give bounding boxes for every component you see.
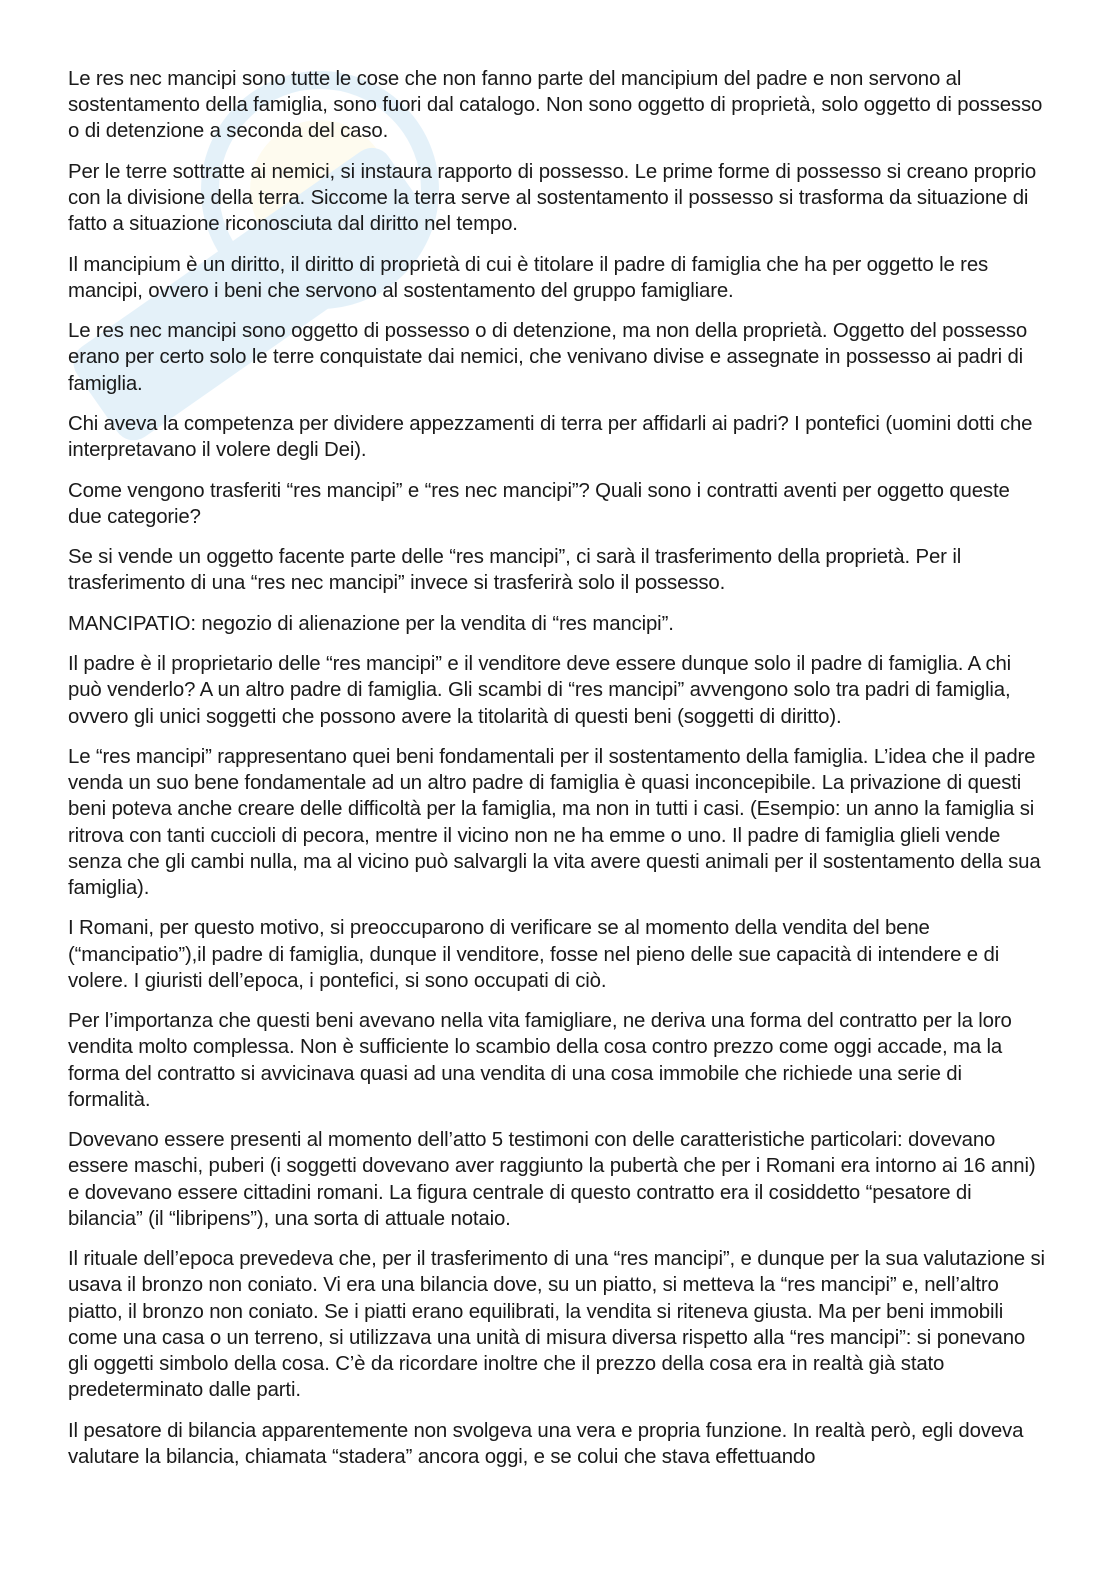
paragraph-1: Le res nec mancipi sono tutte le cose che non fanno parte del mancipium del padre e non servono al sostentamento della famiglia, sono fuori dal catalogo. Non sono oggetto di proprietà, solo oggetto di possesso o di detenzione a seconda del caso. [68, 68, 1043, 143]
paragraph-3: Il mancipium è un diritto, il diritto di proprietà di cui è titolare il padre di famiglia che ha per oggetto le res mancipi, ovvero i beni che servono al sostentamento del gruppo famigliare. [68, 253, 989, 302]
paragraph-6: Come vengono trasferiti “res mancipi” e “res nec mancipi”? Quali sono i contratti aventi per oggetto queste due categorie? [68, 479, 1010, 528]
paragraph-2: Per le terre sottratte ai nemici, si instaura rapporto di possesso. Le prime forme di possesso si creano proprio con la divisione della terra. Siccome la terra serve al sostentamento il possesso si trasforma da situazione di fatto a situazione riconosciuta dal diritto nel tempo. [68, 160, 1037, 236]
document-page [68, 66, 1048, 1484]
paragraph-4: Le res nec mancipi sono oggetto di possesso o di detenzione, ma non della proprietà. Oggetto del possesso erano per certo solo le terre conquistate dai nemici, che venivano divise e assegnate in possesso ai padri di famiglia. [68, 320, 1028, 395]
paragraph-15: Il pesatore di bilancia apparentemente non svolgeva una vera e propria funzione. In realtà però, egli doveva valutare la bilancia, chiamata “stadera” ancora oggi, e se colui che stava effettuando [68, 1419, 1024, 1468]
paragraph-11: I Romani, per questo motivo, si preoccuparono di verificare se al momento della vendita del bene (“mancipatio”),il padre di famiglia, dunque il venditore, fosse nel pieno delle sue capacità di intendere e di volere. I giuristi dell’epoca, i pontefici, si sono occupati di ciò. [68, 917, 1000, 992]
paragraph-14: Il rituale dell’epoca prevedeva che, per il trasferimento di una “res mancipi”, e dunque per la sua valutazione si usava il bronzo non coniato. Vi era una bilancia dove, su un piatto, si metteva la “res mancipi” e, nell’altro piatto, il bronzo non coniato. Se i piatti erano equilibrati, la vendita si riteneva giusta. Ma per beni immobili come una casa o un terreno, si utilizzava una unità di misura diversa rispetto alla “res mancipi”: si ponevano gli oggetti simbolo della cosa. C’è da ricordare inoltre che il prezzo della cosa era in realtà già stato predeterminato dalle parti. [68, 1248, 1045, 1402]
paragraph-9: Il padre è il proprietario delle “res mancipi” e il venditore deve essere dunque solo il padre di famiglia. A chi può venderlo? A un altro padre di famiglia. Gli scambi di “res mancipi” avvengono solo tra padri di famiglia, ovvero gli unici soggetti che possono avere la titolarità di questi beni (soggetti di diritto). [68, 653, 1012, 728]
paragraph-5: Chi aveva la competenza per dividere appezzamenti di terra per affidarli ai padri? I pontefici (uomini dotti che interpretavano il volere degli Dei). [68, 412, 1033, 462]
paragraph-13: Dovevano essere presenti al momento dell’atto 5 testimoni con delle caratteristiche particolari: dovevano essere maschi, puberi (i soggetti dovevano aver raggiunto la pubertà che per i Romani era intorno ai 16 anni) e dovevano essere cittadini romani. La figura centrale di questo contratto era il cosiddetto “pesatore di bilancia” (il “libripens”), una sorta di attuale notaio. [68, 1129, 1036, 1230]
paragraph-8: MANCIPATIO: negozio di alienazione per la vendita di “res mancipi”. [68, 612, 674, 635]
paragraph-12: Per l’importanza che questi beni avevano nella vita famigliare, ne deriva una forma del contratto per la loro vendita molto complessa. Non è sufficiente lo scambio della cosa contro prezzo come oggi accade, ma la forma del contratto si avvicinava quasi ad una vendita di una cosa immobile che richiede una serie di formalità. [68, 1010, 1012, 1111]
paragraph-7: Se si vende un oggetto facente parte delle “res mancipi”, ci sarà il trasferimento della proprietà. Per il trasferimento di una “res nec mancipi” invece si trasferirà solo il possesso. [68, 546, 962, 595]
paragraph-10: Le “res mancipi” rappresentano quei beni fondamentali per il sostentamento della famiglia. L’idea che il padre venda un suo bene fondamentale ad un altro padre di famiglia è quasi inconcepibile. La privazione di questi beni poteva anche creare delle difficoltà per la famiglia, ma non in tutti i casi. (Esempio: un anno la famiglia si ritrova con tanti cuccioli di pecora, mentre il vicino non ne ha emme o uno. Il padre di famiglia glieli vende senza che gli cambi nulla, ma al vicino può salvargli la vita avere questi animali per il sostentamento della sua famiglia). [68, 745, 1041, 899]
